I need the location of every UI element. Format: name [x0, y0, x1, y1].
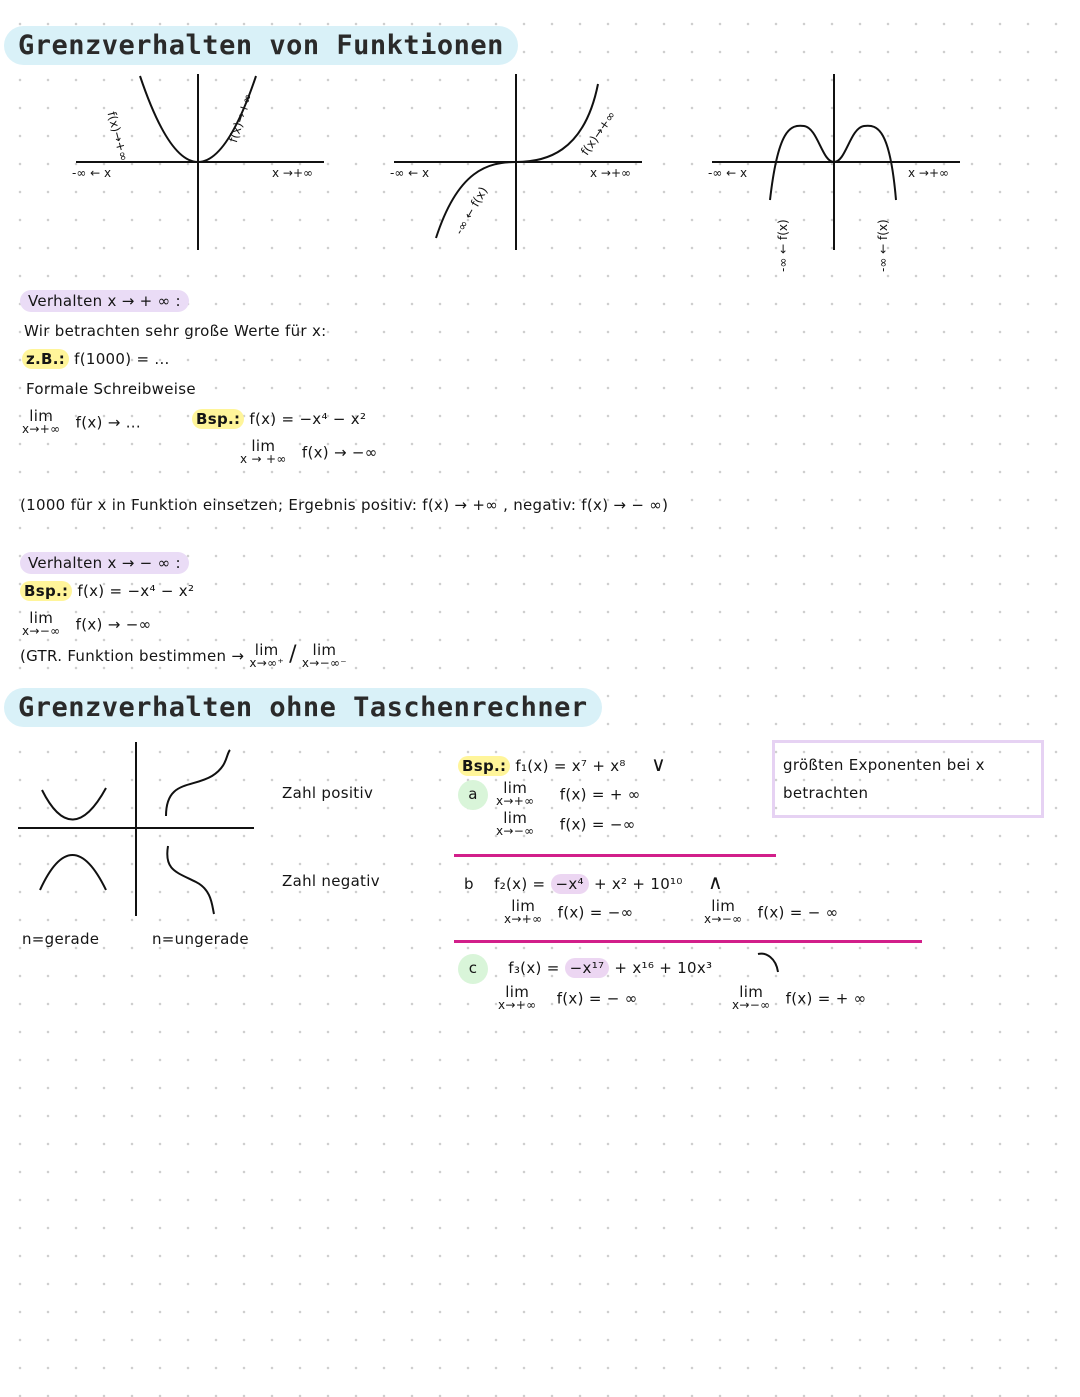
graph2-right-label: x →+∞: [590, 166, 632, 180]
lim-word: lim: [251, 437, 276, 455]
lim-word: lim: [505, 983, 530, 1001]
graph3-right-label: x →+∞: [908, 166, 950, 180]
graph-parabola-svg: [70, 70, 330, 260]
gtr-slash: /: [289, 642, 297, 667]
lim-operator: [22, 407, 61, 436]
graph3-curve-right-label: -∞ ← f(x): [876, 219, 890, 272]
lim-subscript: x→−∞: [496, 824, 535, 838]
example-text: f(1000) = ...: [74, 350, 170, 368]
lim-word: lim: [711, 897, 736, 915]
note-einsetzen: (1000 für x in Funktion einsetzen; Ergebnis positiv: f(x) → +∞ , negativ: f(x) → − ∞): [20, 496, 669, 514]
f2-shape-icon: ∧: [708, 870, 723, 894]
lim-subscript: x→+∞: [22, 422, 61, 436]
text-formale-schreibweise: Formale Schreibweise: [26, 380, 196, 398]
gtr-line: [20, 642, 347, 670]
lim-expression: f(x) → −∞: [301, 443, 378, 462]
lim-word: lim: [29, 407, 54, 425]
lim-operator: [732, 983, 771, 1012]
gtr-lim1: [249, 640, 285, 670]
graph-cubic-svg: [388, 70, 648, 260]
lim-expression: f(x) = + ∞: [559, 785, 641, 804]
heading-minus-infinity-text: Verhalten x → − ∞ :: [20, 552, 189, 574]
graph2-curve-left-label: -∞ ← f(x): [452, 184, 491, 237]
example-f1-line: [458, 752, 666, 776]
example-line: [22, 350, 170, 368]
f1-function: f₁(x) = x⁷ + x⁸: [515, 757, 626, 775]
lim-subscript: x→∞⁺: [249, 655, 285, 670]
rule-box: [772, 740, 1044, 818]
divider-pink-2: [454, 940, 922, 943]
example-a-lim1: [496, 779, 641, 808]
shape-cross-diagram: [16, 740, 266, 920]
shape-parabola-down: [40, 855, 106, 890]
label-b: b: [464, 875, 474, 893]
lim-word: lim: [511, 897, 536, 915]
label-a-circle: a: [458, 780, 488, 810]
example-b-lim1: [504, 897, 634, 926]
heading-minus-infinity: [20, 554, 189, 572]
text-wir-betrachten: Wir betrachten sehr große Werte für x:: [24, 322, 327, 340]
example-label: z.B.:: [22, 349, 69, 369]
label-n-ungerade: n=ungerade: [152, 930, 249, 948]
limit-plus-general: [22, 407, 141, 436]
lim-subscript: x→−∞: [704, 912, 743, 926]
lim-expression: f(x) = − ∞: [556, 989, 638, 1008]
heading-plus-infinity: [20, 292, 189, 310]
lim-operator: [498, 983, 537, 1012]
lim-operator: [496, 779, 535, 808]
limit-plus-example: [240, 437, 378, 466]
lim-expression: f(x) = + ∞: [785, 989, 867, 1008]
graph1-curve-left-label: f(x)→+∞: [104, 110, 132, 163]
lim-subscript: x→+∞: [498, 998, 537, 1012]
bsp-label: Bsp.:: [458, 756, 510, 776]
label-zahl-negativ: Zahl negativ: [282, 872, 380, 890]
lim-subscript: x→−∞: [22, 624, 61, 638]
bsp-minus-line: [20, 582, 194, 600]
lim-word: lim: [503, 809, 528, 827]
f2-highlight: −x⁴: [551, 874, 589, 894]
lim-word: lim: [739, 983, 764, 1001]
graph1-left-label: -∞ ← x: [72, 166, 112, 180]
f1-shape-icon: ∨: [651, 752, 667, 776]
label-c-circle: c: [458, 954, 488, 984]
example-c-lim1: [498, 983, 638, 1012]
lim-operator: [504, 897, 543, 926]
shape-cubic-down: [167, 846, 214, 914]
example-b-lim2: [704, 897, 839, 926]
graph3-curve-left-label: -∞ ← f(x): [776, 219, 790, 272]
f3-highlight: −x¹⁷: [565, 958, 610, 978]
bsp-label: Bsp.:: [192, 409, 244, 429]
bsp-function: f(x) = −x⁴ − x²: [77, 582, 195, 600]
graph3-left-label: -∞ ← x: [708, 166, 748, 180]
f2-suffix: + x² + 10¹⁰: [593, 875, 683, 893]
lim-expression: f(x) → −∞: [75, 615, 152, 634]
lim-subscript: x→−∞⁻: [301, 655, 347, 670]
lim-expression: f(x) → ...: [75, 413, 141, 432]
label-zahl-positiv: Zahl positiv: [282, 784, 374, 802]
shape-cubic-up: [166, 750, 230, 816]
bsp-plus-line: [192, 410, 366, 428]
lim-operator: [496, 809, 535, 838]
bsp-label: Bsp.:: [20, 581, 72, 601]
gtr-lim2: [301, 640, 347, 670]
lim-operator: [22, 609, 61, 638]
lim-expression: f(x) = −∞: [557, 903, 634, 922]
heading-plus-infinity-text: Verhalten x → + ∞ :: [20, 290, 189, 312]
example-a-lim2: [496, 809, 636, 838]
f3-suffix: + x¹⁶ + 10x³: [614, 959, 713, 977]
section-title-ohne-taschenrechner: Grenzverhalten ohne Taschenrechner: [4, 688, 602, 727]
f2-prefix: f₂(x) =: [494, 875, 546, 893]
lim-word: lim: [312, 640, 337, 659]
lim-subscript: x→−∞: [732, 998, 771, 1012]
lim-word: lim: [503, 779, 528, 797]
lim-operator: [240, 437, 287, 466]
graph1-right-label: x →+∞: [272, 166, 314, 180]
example-a-label: [458, 780, 488, 810]
f3-shape-curve: [758, 954, 778, 972]
graph2-curve-right-label: f(x)→+∞: [578, 108, 619, 159]
lim-subscript: x→+∞: [504, 912, 543, 926]
lim-operator: [704, 897, 743, 926]
lim-subscript: x → +∞: [240, 452, 287, 466]
lim-expression: f(x) = − ∞: [757, 903, 839, 922]
label-n-gerade: n=gerade: [22, 930, 100, 948]
lim-word: lim: [29, 609, 54, 627]
graph1-curve-right-label: f(x)→+∞: [226, 91, 256, 145]
rule-box-text: größten Exponenten bei x betrachten: [783, 756, 985, 802]
f3-prefix: f₃(x) =: [508, 959, 560, 977]
graph2-left-label: -∞ ← x: [390, 166, 430, 180]
limit-minus: [22, 609, 152, 638]
shape-parabola-up: [42, 788, 106, 820]
f3-shape-icon: [756, 948, 786, 978]
divider-pink-1: [454, 854, 776, 857]
example-b-line: [464, 870, 723, 894]
bsp-function: f(x) = −x⁴ − x²: [249, 410, 367, 428]
section-title-grenzverhalten: Grenzverhalten von Funktionen: [4, 26, 518, 65]
lim-word: lim: [254, 640, 279, 659]
lim-subscript: x→+∞: [496, 794, 535, 808]
lim-expression: f(x) = −∞: [559, 815, 636, 834]
example-c-lim2: [732, 983, 867, 1012]
example-c-line: [458, 954, 712, 984]
gtr-text: (GTR. Funktion bestimmen →: [20, 647, 245, 665]
